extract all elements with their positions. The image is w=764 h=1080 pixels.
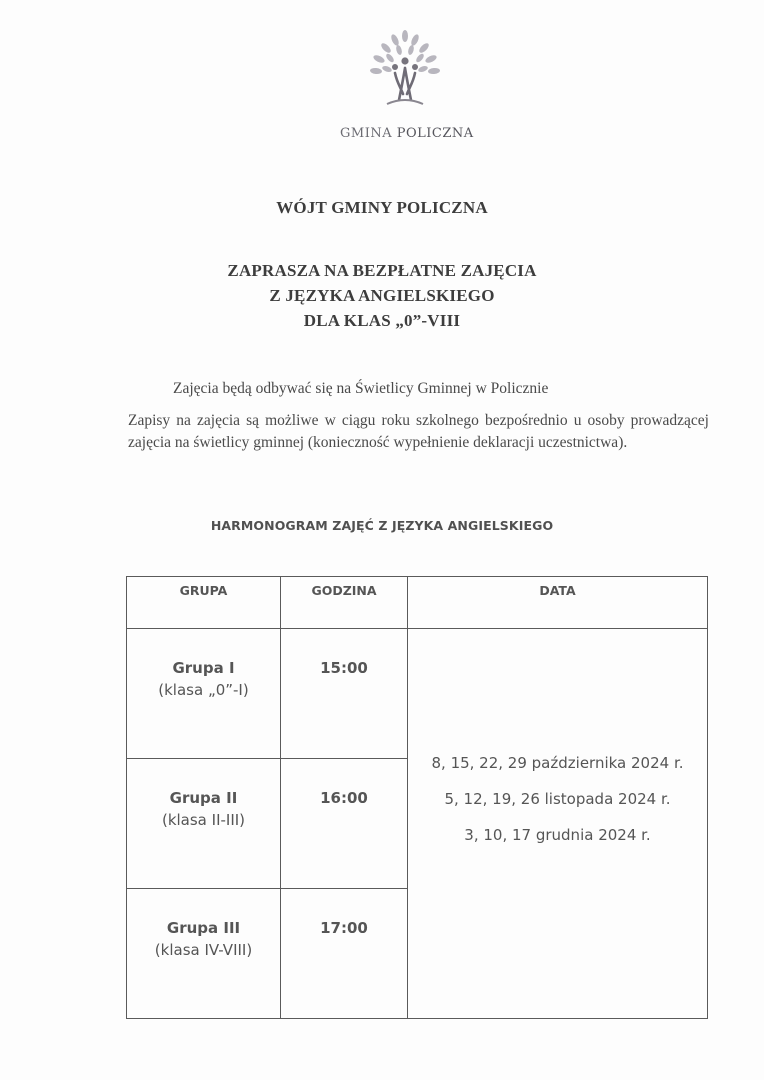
group-classes: (klasa IV-VIII) xyxy=(154,941,253,959)
invitation-line: ZAPRASZA NA BEZPŁATNE ZAJĘCIA xyxy=(227,261,537,280)
time-cell: 16:00 xyxy=(281,759,408,889)
column-header-date: DATA xyxy=(408,577,708,629)
gmina-logo xyxy=(340,28,474,141)
column-header-time: GODZINA xyxy=(281,577,408,629)
table-header-row xyxy=(127,577,708,629)
group-name: Grupa II xyxy=(169,789,238,807)
group-cell xyxy=(127,759,281,889)
column-header-group: GRUPA xyxy=(127,577,281,629)
table-row xyxy=(127,629,708,759)
group-name: Grupa I xyxy=(172,659,235,677)
group-classes: (klasa „0”-I) xyxy=(158,681,249,699)
invitation-line: DLA KLAS „0”-VIII xyxy=(303,311,461,330)
page-title: WÓJT GMINY POLICZNA xyxy=(276,198,488,217)
schedule-table xyxy=(126,576,708,1019)
enrollment-paragraph: Zapisy na zajęcia są możliwe w ciągu roku szkolnego bezpośrednio u osoby prowadzącej zajęcia na świetlicy gminnej (konieczność wypełnienie deklaracji uczestnictwa). xyxy=(128,412,709,451)
invitation-heading xyxy=(0,258,764,333)
date-line: 8, 15, 22, 29 października 2024 r. xyxy=(431,754,684,772)
group-cell xyxy=(127,629,281,759)
logo-text-name: POLICZNA xyxy=(396,126,474,141)
logo-text xyxy=(340,126,474,141)
group-classes: (klasa II-III) xyxy=(161,811,246,829)
date-line: 3, 10, 17 grudnia 2024 r. xyxy=(464,826,651,844)
time-cell: 15:00 xyxy=(281,629,408,759)
group-name: Grupa III xyxy=(166,919,241,937)
group-cell xyxy=(127,889,281,1019)
schedule-heading: HARMONOGRAM ZAJĘĆ Z JĘZYKA ANGIELSKIEGO xyxy=(210,518,554,533)
invitation-line: Z JĘZYKA ANGIELSKIEGO xyxy=(269,286,495,305)
tree-logo-icon xyxy=(359,28,451,120)
date-line: 5, 12, 19, 26 listopada 2024 r. xyxy=(444,790,671,808)
time-cell: 17:00 xyxy=(281,889,408,1019)
logo-text-prefix: GMINA xyxy=(340,126,393,141)
dates-cell xyxy=(408,629,708,1019)
location-paragraph: Zajęcia będą odbywać się na Świetlicy Gminnej w Policznie xyxy=(173,380,549,397)
